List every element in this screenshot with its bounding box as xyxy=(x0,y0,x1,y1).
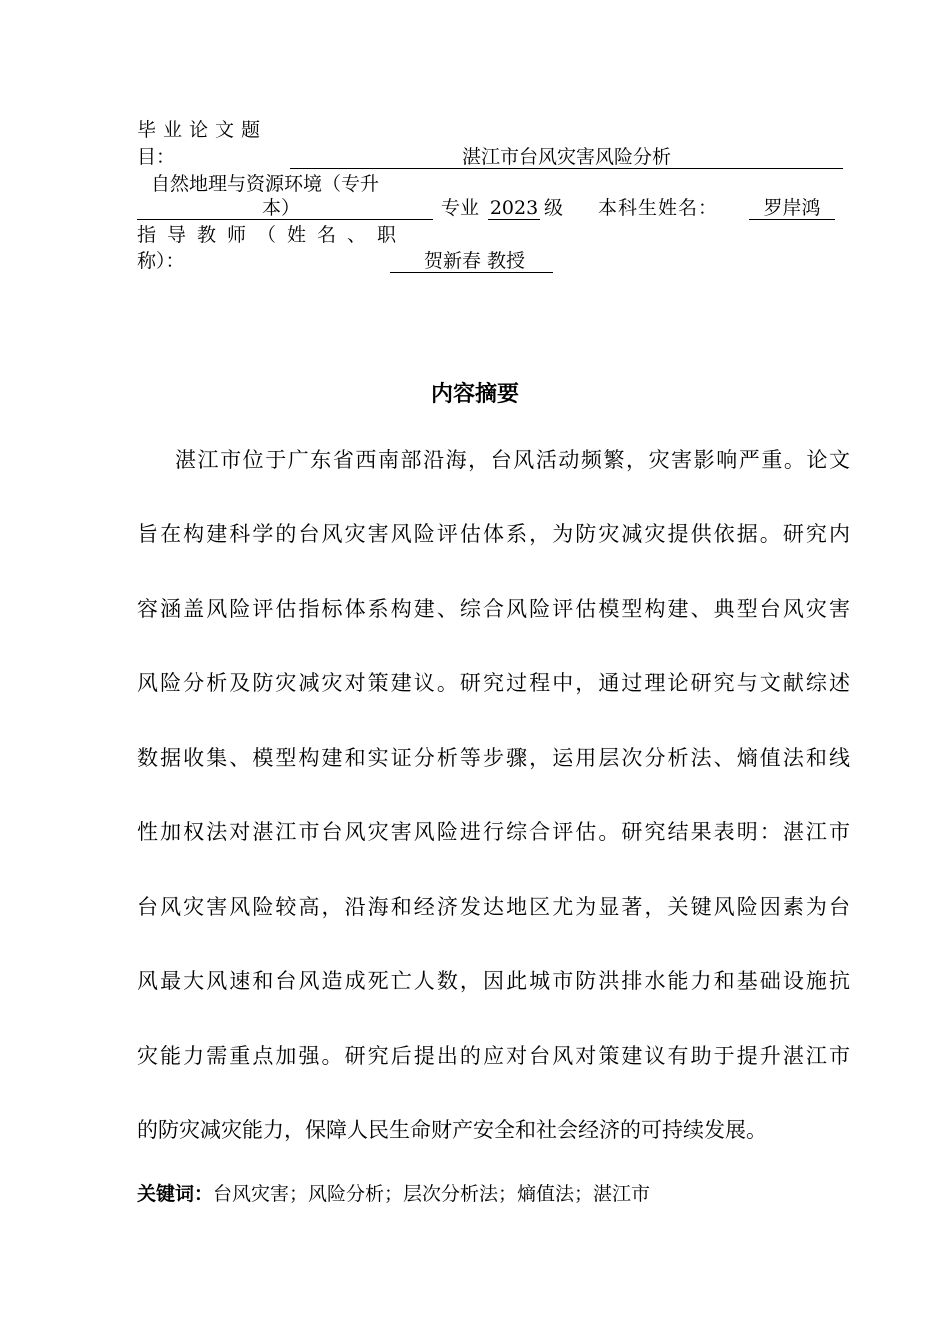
major-value-line1: 自然地理与资源环境（专升 xyxy=(151,173,380,195)
student-name-label: 本科生姓名： xyxy=(598,197,719,219)
keywords-label: 关键词： xyxy=(137,1183,214,1205)
abstract-line-3: 容涵盖风险评估指标体系构建、综合风险评估模型构建、典型台风灾害 xyxy=(137,597,850,621)
major-value-line2: 本） xyxy=(262,197,301,219)
major-field xyxy=(137,171,433,220)
grade-label: 级 xyxy=(544,197,564,219)
major-label: 专业 xyxy=(441,197,480,219)
student-name-field xyxy=(749,196,835,220)
abstract-line-7: 台风灾害风险较高，沿海和经济发达地区尤为显著，关键风险因素为台 xyxy=(137,895,850,919)
advisor-label-line2: 称）： xyxy=(137,250,185,272)
advisor-field xyxy=(390,249,553,273)
advisor-value: 贺新春 教授 xyxy=(424,250,526,272)
grade-field xyxy=(488,196,540,220)
keywords-line xyxy=(137,1180,650,1208)
thesis-title-value: 湛江市台风灾害风险分析 xyxy=(461,146,671,168)
student-name-value: 罗岸鸿 xyxy=(763,197,821,219)
abstract-line-4: 风险分析及防灾减灾对策建议。研究过程中，通过理论研究与文献综述 xyxy=(137,671,850,695)
thesis-title-label-line2: 目： xyxy=(137,146,176,168)
abstract-line-10: 的防灾减灾能力，保障人民生命财产安全和社会经济的可持续发展。 xyxy=(137,1118,767,1142)
abstract-line-2: 旨在构建科学的台风灾害风险评估体系，为防灾减灾提供依据。研究内 xyxy=(137,522,850,546)
abstract-heading: 内容摘要 xyxy=(430,382,519,407)
abstract-line-8: 风最大风速和台风造成死亡人数，因此城市防洪排水能力和基础设施抗 xyxy=(137,969,850,993)
abstract-line-9: 灾能力需重点加强。研究后提出的应对台风对策建议有助于提升湛江市 xyxy=(137,1044,850,1068)
abstract-line-1: 湛江市位于广东省西南部沿海，台风活动频繁，灾害影响严重。论文 xyxy=(175,448,850,472)
keywords-value: 台风灾害；风险分析；层次分析法；熵值法；湛江市 xyxy=(213,1183,651,1205)
thesis-title-field xyxy=(290,145,843,169)
grade-value: 2023 xyxy=(489,197,539,219)
abstract-line-5: 数据收集、模型构建和实证分析等步骤，运用层次分析法、熵值法和线 xyxy=(137,746,850,770)
abstract-line-6: 性加权法对湛江市台风灾害风险进行综合评估。研究结果表明：湛江市 xyxy=(137,820,850,844)
thesis-title-label-line1: 毕业论文题 xyxy=(137,119,268,141)
advisor-label-line1: 指导教师（姓名、职 xyxy=(137,224,408,246)
